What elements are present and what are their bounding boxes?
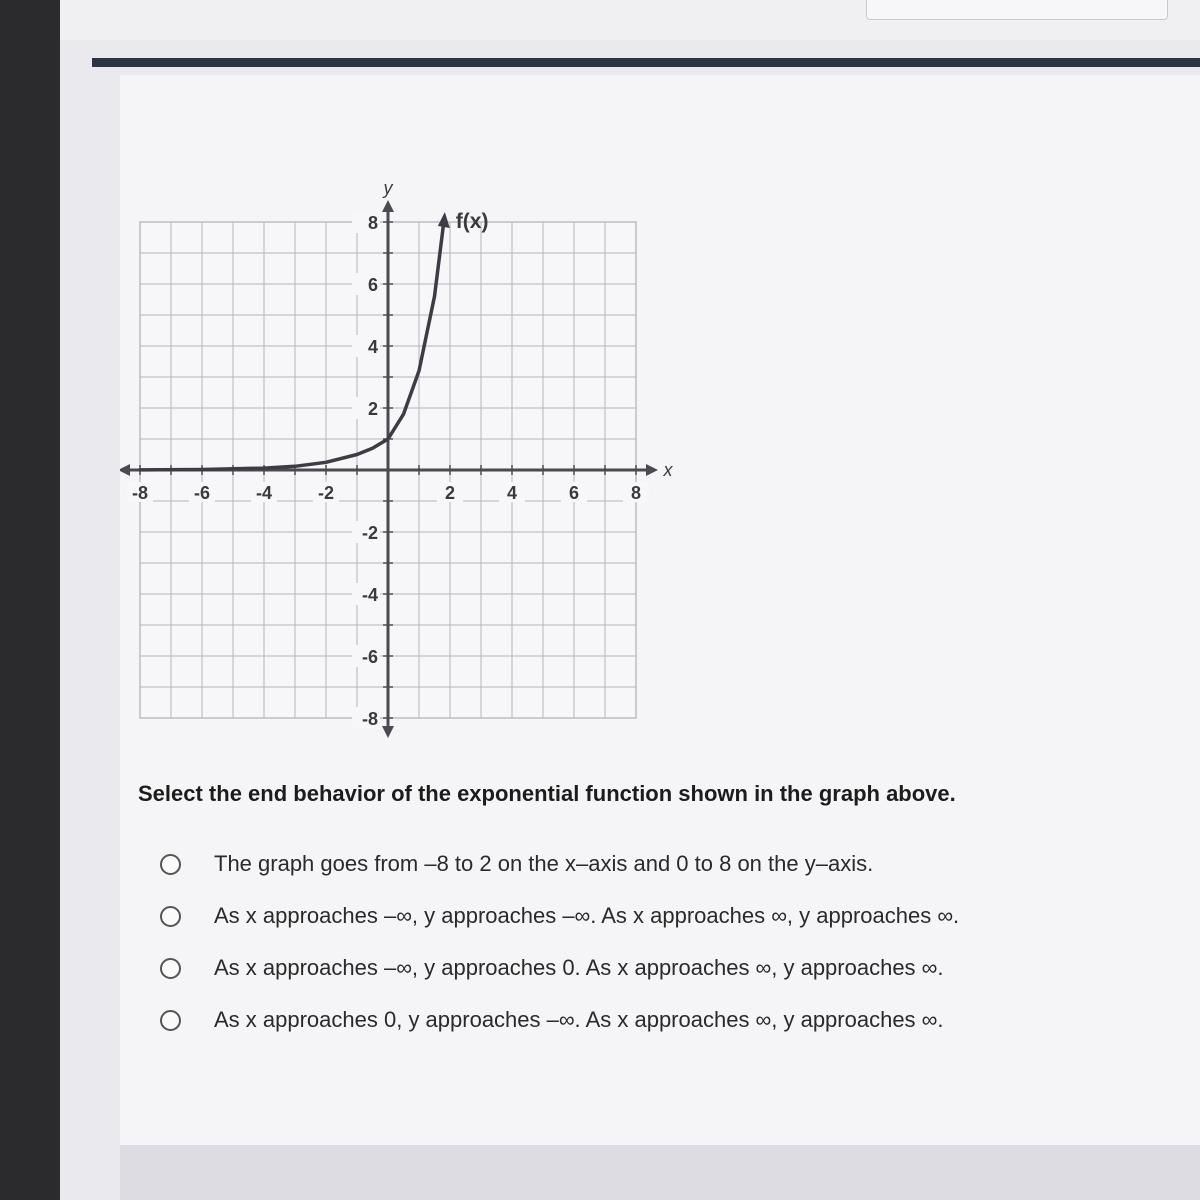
- answer-option-1[interactable]: [160, 838, 1120, 890]
- y-tick-label: -4: [361, 585, 378, 605]
- question-prompt: Select the end behavior of the exponential function shown in the graph above.: [138, 781, 956, 806]
- x-tick-label: -4: [255, 483, 273, 503]
- y-tick-label: -2: [361, 523, 378, 543]
- radio-button-2[interactable]: [160, 906, 181, 927]
- x-tick-label: -6: [193, 483, 211, 503]
- x-axis-arrow-left: [120, 464, 130, 476]
- y-tick-label: 8: [367, 213, 378, 233]
- footer-strip: [120, 1145, 1200, 1200]
- answer-option-4[interactable]: [160, 994, 1120, 1046]
- x-axis-label: x: [663, 460, 673, 480]
- x-tick-label: 4: [506, 483, 518, 503]
- answer-option-2[interactable]: [160, 890, 1120, 942]
- top-bar: [60, 0, 1200, 40]
- answer-option-1-text: The graph goes from –8 to 2 on the x–axis and 0 to 8 on the y–axis.: [214, 851, 874, 876]
- y-axis-arrow-down: [382, 726, 394, 738]
- series-label: f(x): [455, 210, 489, 233]
- x-tick-label: -8: [131, 483, 149, 503]
- radio-button-3[interactable]: [160, 958, 181, 979]
- x-tick-label: 8: [630, 483, 642, 503]
- answer-option-3-text: As x approaches –∞, y approaches 0. As x approaches ∞, y approaches ∞.: [214, 955, 944, 980]
- answer-option-2-text: As x approaches –∞, y approaches –∞. As x approaches ∞, y approaches ∞.: [214, 903, 960, 928]
- curve-arrowhead: [438, 212, 450, 228]
- y-tick-label: 6: [367, 275, 378, 295]
- y-tick-label: 4: [367, 337, 378, 357]
- radio-button-4[interactable]: [160, 1010, 181, 1031]
- x-axis-arrow-right: [646, 464, 658, 476]
- top-bar-button[interactable]: [866, 0, 1168, 20]
- y-tick-label: 2: [367, 399, 378, 419]
- answer-options: [160, 838, 1120, 1046]
- y-axis-arrow-up: [382, 200, 394, 212]
- function-graph: [120, 170, 700, 750]
- header-divider: [92, 58, 1200, 67]
- answer-option-4-text: As x approaches 0, y approaches –∞. As x approaches ∞, y approaches ∞.: [214, 1007, 944, 1032]
- x-tick-label: 2: [444, 483, 456, 503]
- answer-option-3[interactable]: [160, 942, 1120, 994]
- y-axis-label: y: [383, 178, 393, 198]
- y-tick-label: -6: [361, 647, 378, 667]
- x-tick-label: 6: [568, 483, 580, 503]
- y-tick-label: -8: [361, 709, 378, 729]
- x-tick-label: -2: [317, 483, 335, 503]
- radio-button-1[interactable]: [160, 854, 181, 875]
